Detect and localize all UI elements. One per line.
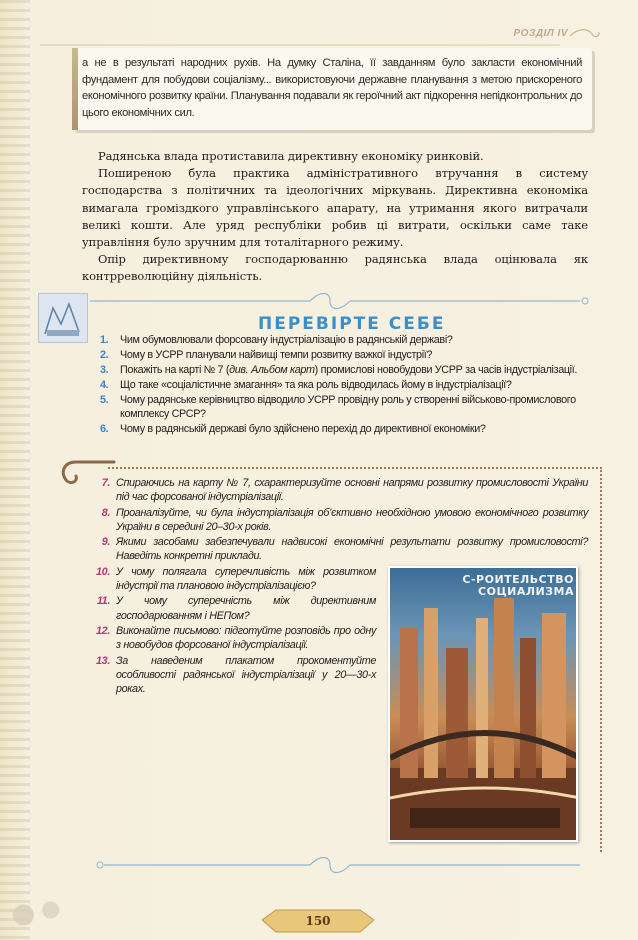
task-number: 7. bbox=[101, 477, 110, 489]
question-number: 5. bbox=[100, 394, 109, 406]
question-text bbox=[120, 363, 590, 377]
task-text: Спираючись на карту № 7, схарактеризуйте основні напрями розвитку промисловості України під час форсованої індустріалізації. bbox=[116, 477, 588, 504]
question-text: Чим обумовлювали форсовану індустріалізацію в радянській державі? bbox=[120, 334, 453, 346]
paragraph: Поширеною була практика адміністративного втручання в систему господарства з політичних та ідеологічних міркувань. Директивна економіка вимагала громіздкого управлінського апарату, на утримання якого витрачали великі кошти. Але уряд республіки робив ці витрати, оскільки саме таке управління було зручним для тоталітарного режиму. bbox=[82, 166, 588, 250]
task-text: Проаналізуйте, чи була індустріалізація об’єктивно необхідною умовою економічного розвитку України в середині 20–30-х років. bbox=[116, 506, 588, 533]
list-item bbox=[100, 378, 590, 392]
list-item bbox=[84, 506, 588, 535]
question-number: 6. bbox=[100, 423, 109, 435]
bottom-divider bbox=[40, 852, 600, 878]
paragraph: Опір директивному господарюванню радянська влада оцінювала як контрреволюційну діяльність. bbox=[82, 252, 588, 284]
list-item bbox=[84, 476, 588, 505]
question-text-italic: див. Альбом карт bbox=[229, 364, 315, 376]
task-number: 9. bbox=[101, 536, 110, 549]
question-number: 3. bbox=[100, 364, 109, 376]
quote-box bbox=[72, 48, 592, 130]
propaganda-poster bbox=[388, 566, 578, 842]
poster-title bbox=[398, 574, 574, 598]
poster-artwork bbox=[390, 568, 578, 842]
question-text-part: ) промислові новобудови УСРР за часів індустріалізації. bbox=[314, 364, 578, 376]
check-questions-list bbox=[100, 333, 590, 437]
task-text: Виконайте письмово: підготуйте розповідь про одну з новобудов форсованої індустріалізації. bbox=[116, 624, 376, 652]
paragraph: Радянська влада протиставила директивну економіку ринковій. bbox=[98, 149, 484, 163]
section-divider bbox=[40, 288, 600, 314]
poster-title-line: С-РОИТЕЛЬСТВО bbox=[462, 573, 574, 586]
list-item bbox=[100, 333, 590, 347]
check-yourself-title: ПЕРЕВІРТЕ СЕБЕ bbox=[258, 314, 446, 334]
question-text: Чому в радянській державі було здійснено перехід до директивної економіки? bbox=[120, 423, 486, 435]
task-text: У чому полягала суперечливість між розвитком індустрії та плановою індустріалізацією? bbox=[116, 565, 376, 593]
question-text: Чому радянське керівництво відводило УСРР провідну роль у створенні військово-промислового комплексу СРСР? bbox=[120, 394, 576, 420]
task-number: 12. bbox=[96, 624, 110, 637]
poster-title-line: СОЦИАЛИЗМА bbox=[478, 585, 574, 598]
question-number: 2. bbox=[100, 349, 109, 361]
left-margin-ornament bbox=[0, 0, 30, 940]
question-number: 4. bbox=[100, 379, 109, 391]
task-text: За наведеним плакатом прокоментуйте особливості радянської індустріалізації у 20—30-х роках. bbox=[116, 654, 376, 696]
quote-text: а не в результаті народних рухів. На думку Сталіна, її завданням було закласти економічний фундамент для побудови соціалізму... використовуючи державне планування з метою прискореного економічного розвитку країни. Планування подавали як героїчний акт підкорення непідконтрольних до цього економічних сил. bbox=[82, 57, 582, 119]
question-text: Що таке «соціалістичне змагання» та яка роль відводилась йому в індустріалізації? bbox=[120, 379, 512, 391]
task-text: У чому суперечність між директивним господарюванням і НЕПом? bbox=[116, 595, 376, 622]
question-number: 1. bbox=[100, 334, 109, 346]
corner-ornament bbox=[0, 890, 78, 940]
task-number: 11. bbox=[96, 595, 110, 608]
list-item bbox=[100, 422, 590, 436]
list-item bbox=[100, 348, 590, 362]
section-label: РОЗДІЛ IV bbox=[513, 28, 568, 39]
list-item bbox=[84, 535, 588, 564]
task-number: 13. bbox=[96, 654, 110, 667]
quote-box-edge bbox=[72, 48, 78, 130]
sketch-icon bbox=[39, 294, 87, 342]
page-number-box bbox=[262, 906, 374, 936]
main-text bbox=[82, 148, 588, 286]
illustration-thumbnail bbox=[38, 293, 88, 343]
task-number: 8. bbox=[101, 506, 110, 519]
question-text-part: Покажіть на карті № 7 ( bbox=[120, 364, 230, 376]
page-number: 150 bbox=[305, 914, 331, 928]
question-text: Чому в УСРР планували найвищі темпи розвитку важкої індустрії? bbox=[120, 349, 433, 361]
task-text: Якими засобами забезпечували надвисокі економічні результати розвитку промисловості? Наведіть конкретні приклади. bbox=[116, 536, 588, 563]
task-number: 10. bbox=[96, 565, 110, 578]
list-item bbox=[100, 393, 590, 421]
list-item bbox=[100, 363, 590, 377]
